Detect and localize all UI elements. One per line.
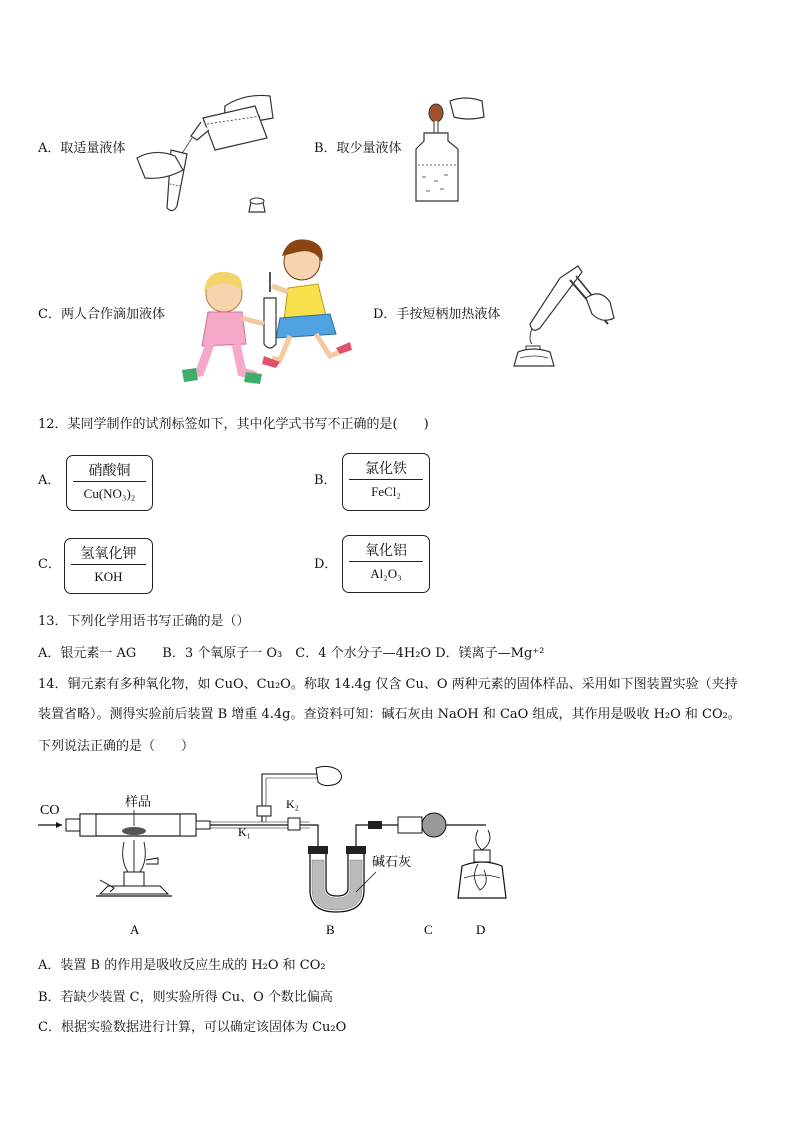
- k1-label: K₁: [238, 825, 251, 839]
- reagent-formula: FeCl₂: [371, 484, 401, 499]
- q13-stem: 13．下列化学用语书写正确的是（）: [38, 614, 250, 629]
- q12-stem: 12．某同学制作的试剂标签如下，其中化学式书写不正确的是( ): [38, 417, 429, 432]
- sample-label: 样品: [125, 794, 152, 809]
- reagent-formula: Cu(NO₃)₂: [83, 486, 136, 501]
- label-a: A: [130, 922, 140, 937]
- label-c: C: [424, 922, 433, 937]
- reagent-formula: KOH: [94, 569, 123, 584]
- reagent-name: 氯化铁: [365, 461, 407, 477]
- q14-option-c: C．根据实验数据进行计算，可以确定该固体为 Cu₂O: [38, 1020, 347, 1035]
- q12-letter-b: B．: [314, 473, 337, 488]
- q11-option-a: A．取适量液体: [38, 141, 126, 156]
- q12-letter-d: D．: [314, 557, 338, 572]
- label-d: D: [476, 922, 486, 937]
- q12-letter-a: A．: [38, 473, 61, 488]
- q11-option-b: B．取少量液体: [314, 141, 402, 156]
- q14-stem-line2: 装置省略）。测得实验前后装置 B 增重 4.4g。查资料可知：碱石灰由 NaOH 和 CaO 组成，其作用是吸收 H₂O 和 CO₂。: [38, 707, 741, 722]
- q12-letter-c: C．: [38, 557, 61, 572]
- reagent-name: 硝酸铜: [88, 463, 131, 479]
- k2-label: K₂: [286, 797, 299, 811]
- co-label: CO: [40, 803, 60, 818]
- q11-option-c: C．两人合作滴加液体: [38, 307, 165, 322]
- q14-option-b: B．若缺少装置 C，则实验所得 Cu、O 个数比偏高: [38, 990, 333, 1005]
- reagent-name: 氢氧化钾: [80, 546, 137, 562]
- soda-lime-label: 碱石灰: [372, 854, 412, 869]
- q14-stem-line3: 下列说法正确的是（ ）: [38, 739, 195, 754]
- q14-stem-line1: 14．铜元素有多种氧化物，如 CuO、Cu₂O。称取 14.4g 仅含 Cu、O 两种元素的固体样品、采用如下图装置实验（夹持: [38, 677, 738, 692]
- reagent-formula: Al₂O₃: [370, 566, 402, 581]
- reagent-name: 氧化铝: [365, 543, 407, 559]
- q11-option-d: D．手按短柄加热液体: [373, 307, 501, 322]
- label-b: B: [326, 922, 335, 937]
- q14-option-a: A．装置 B 的作用是吸收反应生成的 H₂O 和 CO₂: [38, 958, 326, 973]
- q13-options: A．银元素一 AG B．3 个氧原子一 O₃ C．4 个水分子—4H₂O D．镁离子—Mg⁺²: [38, 646, 545, 661]
